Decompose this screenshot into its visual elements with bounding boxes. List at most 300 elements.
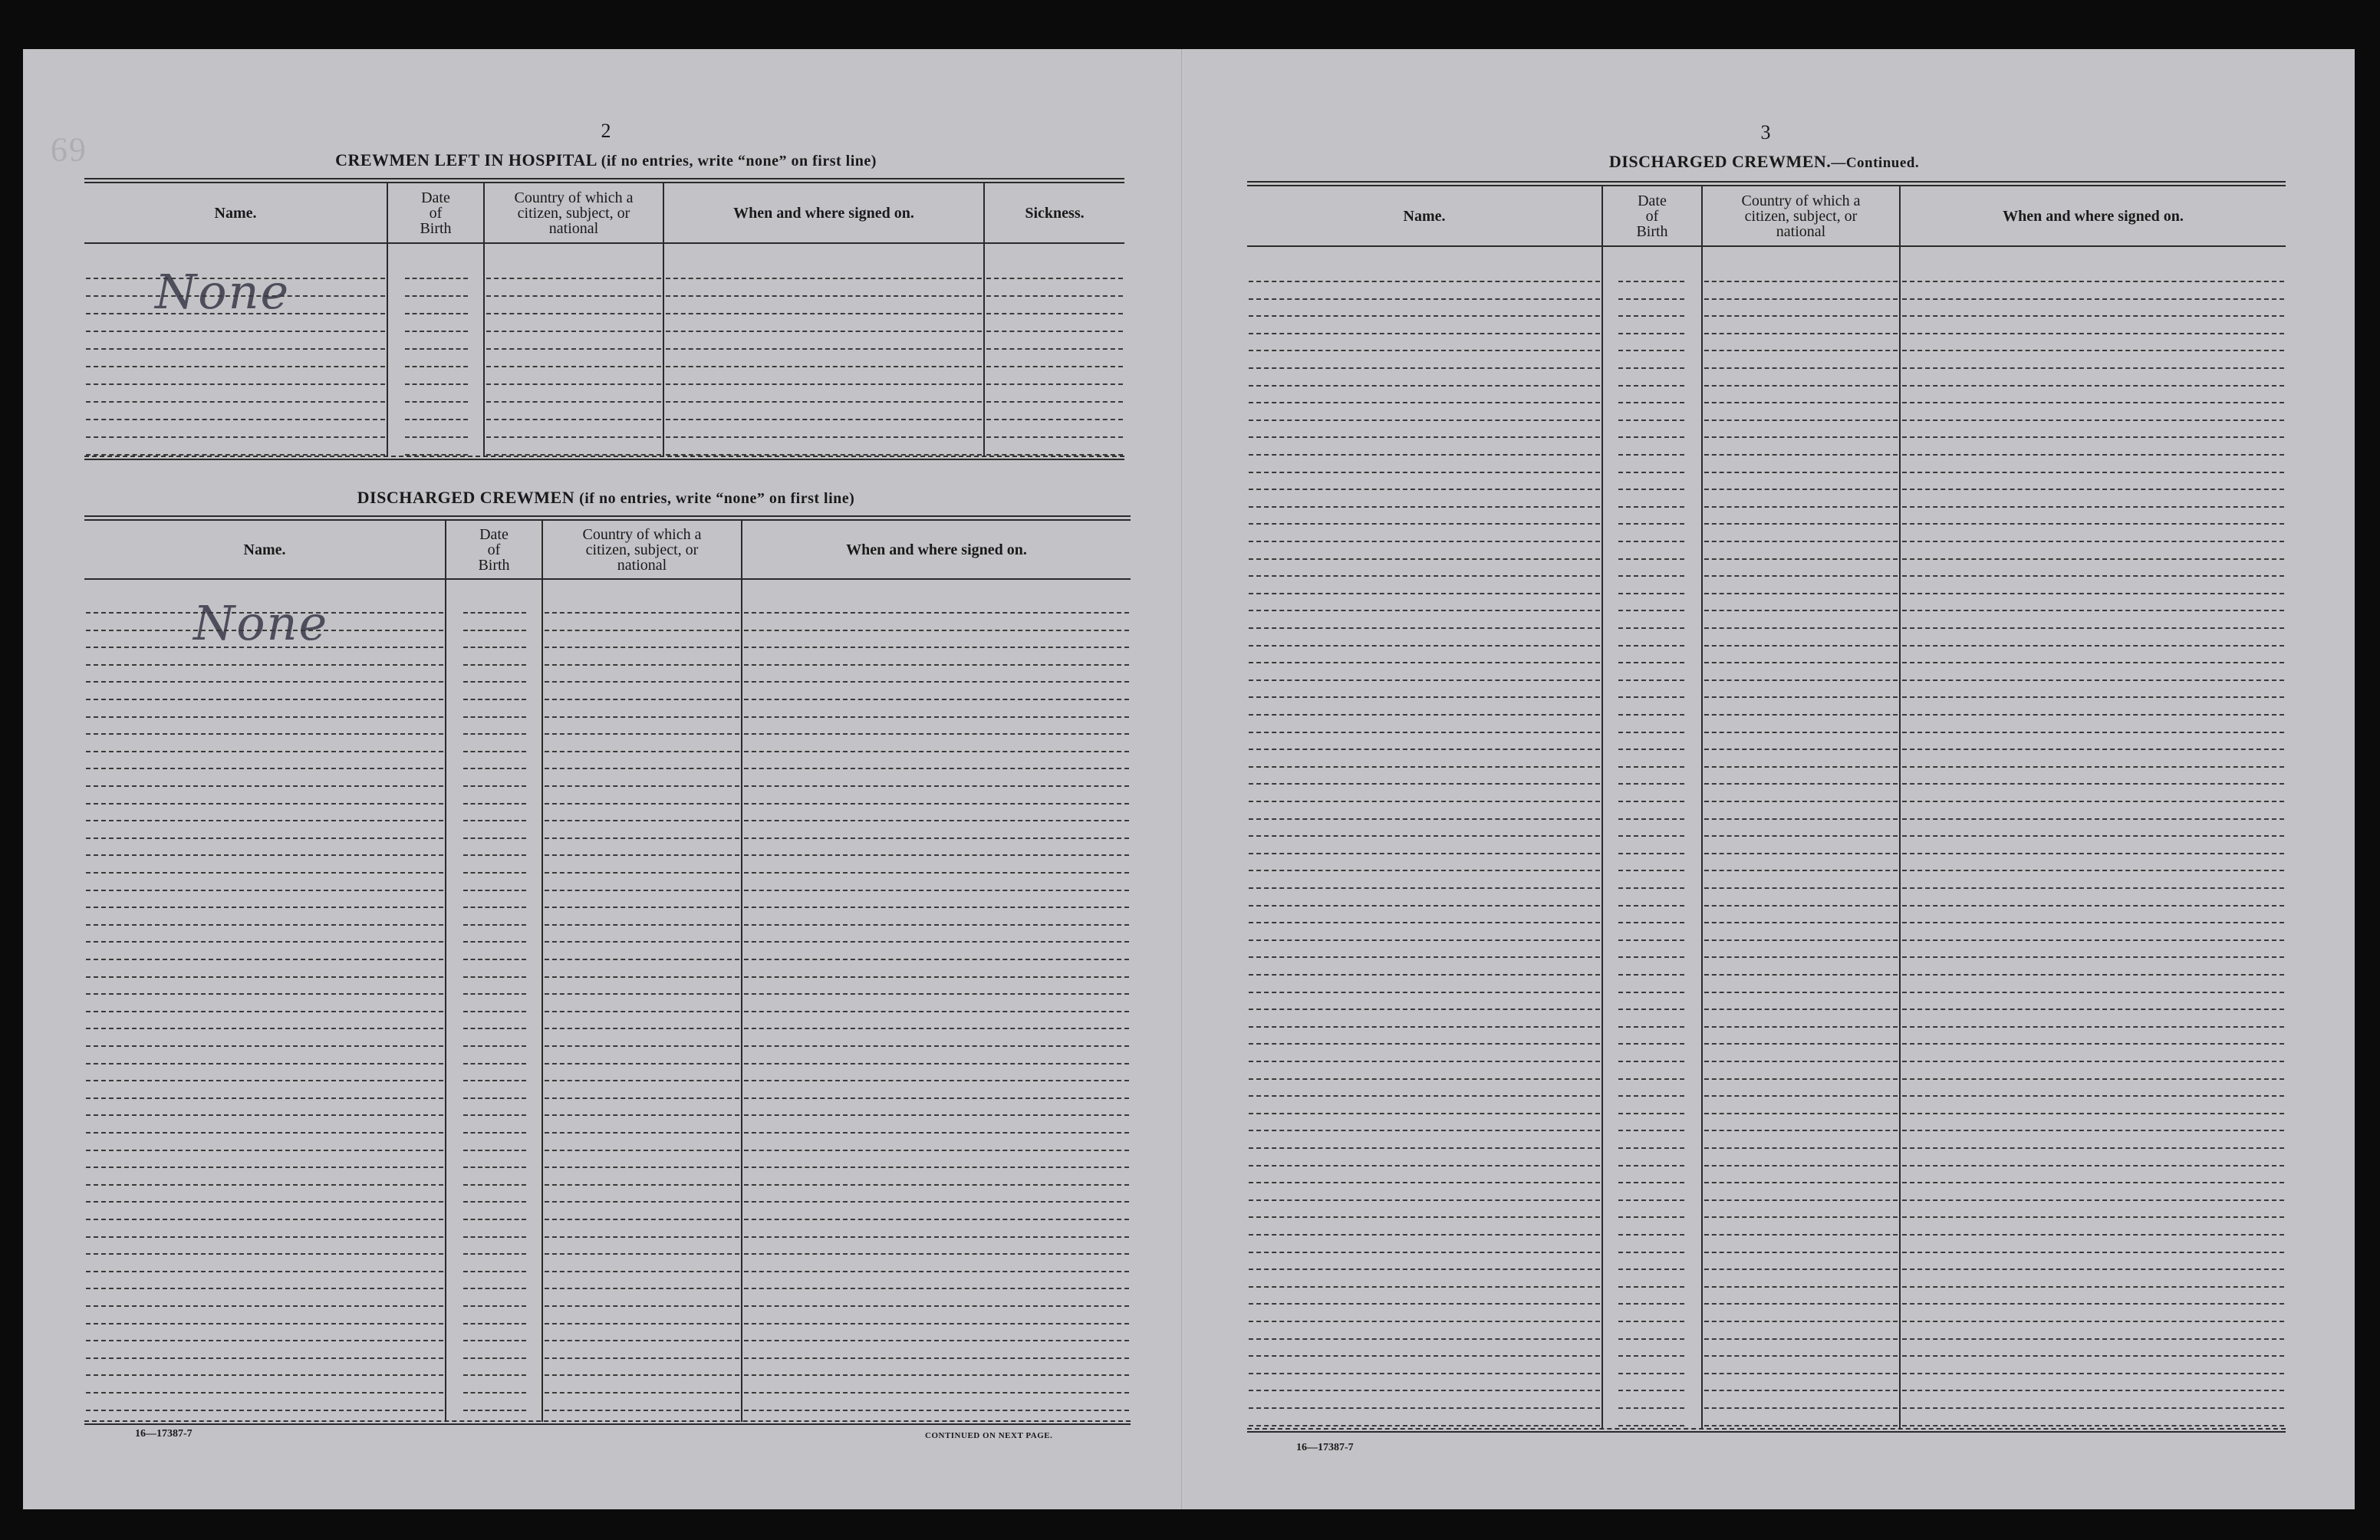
ruled-line <box>463 803 526 805</box>
ruled-line <box>86 1374 443 1376</box>
ruled-line <box>1249 1407 1600 1409</box>
ruled-line <box>1902 714 2284 716</box>
ruled-line <box>1704 1269 1898 1270</box>
ruled-line <box>744 1305 1129 1307</box>
ruled-line <box>545 941 739 943</box>
ruled-line <box>1618 956 1684 958</box>
ruled-line <box>1249 402 1600 403</box>
ruled-line <box>545 1011 739 1012</box>
ruled-line <box>405 436 468 438</box>
ruled-line <box>744 1374 1129 1376</box>
ruled-line <box>1902 350 2284 351</box>
ruled-line <box>86 1132 443 1134</box>
ruled-line <box>1618 714 1684 716</box>
ruled-line <box>545 1340 739 1341</box>
ruled-line <box>1249 749 1600 750</box>
ruled-line <box>1704 887 1898 889</box>
ruled-line <box>1249 420 1600 421</box>
ruled-line <box>545 664 739 666</box>
ruled-line <box>1618 1095 1684 1097</box>
ruled-line <box>1902 1321 2284 1322</box>
ruled-line <box>744 1410 1129 1411</box>
ruled-line <box>744 1184 1129 1186</box>
discharged-header-country: Country of which a citizen, subject, or national <box>582 526 702 574</box>
ruled-line <box>1249 575 1600 577</box>
ruled-line <box>86 383 385 385</box>
ruled-line <box>405 401 468 403</box>
ruled-line <box>1902 1061 2284 1062</box>
ruled-line <box>1704 1182 1898 1183</box>
ruled-line <box>545 1392 739 1394</box>
ruled-line <box>463 1357 526 1359</box>
ruled-line <box>1618 818 1684 820</box>
hospital-header-sickness: Sickness. <box>1025 205 1085 222</box>
ruled-line <box>545 1045 739 1047</box>
ruled-line <box>1704 749 1898 750</box>
ruled-line <box>463 681 526 683</box>
ruled-line <box>666 331 982 332</box>
ruled-line <box>86 1271 443 1272</box>
ruled-line <box>1902 593 2284 594</box>
ruled-line <box>1249 905 1600 907</box>
form-number-right: 16—17387-7 <box>1296 1442 1354 1453</box>
ruled-line <box>463 630 526 631</box>
ruled-line <box>1902 766 2284 768</box>
ruled-line <box>486 383 661 385</box>
ruled-line <box>486 295 661 297</box>
ruled-line <box>986 436 1123 438</box>
ruled-line <box>1902 1043 2284 1045</box>
ruled-line <box>744 716 1129 718</box>
ruled-line <box>1618 1113 1684 1114</box>
ruled-line <box>744 1097 1129 1099</box>
ruled-line <box>1704 385 1898 387</box>
ruled-line <box>1704 281 1898 282</box>
page-number-right: 3 <box>1760 121 1771 143</box>
ruled-line <box>1902 385 2284 387</box>
ruled-line <box>86 1114 443 1116</box>
ruled-line <box>1704 1234 1898 1236</box>
ruled-line <box>744 924 1129 926</box>
ruled-line <box>86 630 443 631</box>
ruled-line <box>1618 472 1684 473</box>
ruled-line <box>463 1114 526 1116</box>
ruled-line <box>545 1201 739 1203</box>
ruled-line <box>1249 1095 1600 1097</box>
ruled-line <box>545 733 739 735</box>
ruled-line <box>744 681 1129 683</box>
ruled-line <box>86 348 385 350</box>
ruled-line <box>1902 645 2284 647</box>
ruled-line <box>86 699 443 700</box>
ruled-line <box>86 278 385 279</box>
ruled-line <box>1618 541 1684 542</box>
ruled-line <box>86 837 443 839</box>
ruled-line <box>1902 281 2284 282</box>
ruled-line <box>1902 783 2284 785</box>
ruled-line <box>86 993 443 995</box>
ruled-line <box>86 1219 443 1220</box>
ruled-line <box>1249 1147 1600 1149</box>
ruled-line <box>1704 766 1898 768</box>
ruled-line <box>545 993 739 995</box>
ruled-line <box>1618 1390 1684 1391</box>
ruled-line <box>463 907 526 908</box>
ruled-line <box>744 854 1129 856</box>
ruled-line <box>1902 541 2284 542</box>
discharged-title-text: DISCHARGED CREWMEN <box>357 488 575 507</box>
ruled-line <box>1618 680 1684 681</box>
ruled-line <box>86 647 443 648</box>
ruled-line <box>1704 696 1898 698</box>
ruled-line <box>463 647 526 648</box>
ruled-line <box>744 820 1129 821</box>
ruled-line <box>744 907 1129 908</box>
ruled-line <box>545 1184 739 1186</box>
ruled-line <box>986 401 1123 403</box>
ruled-line <box>86 1167 443 1168</box>
ruled-line <box>545 630 739 631</box>
ruled-line <box>86 1323 443 1324</box>
ruled-line <box>463 716 526 718</box>
ruled-line <box>463 1184 526 1186</box>
ruled-line <box>1902 1425 2284 1426</box>
ruled-line <box>1618 385 1684 387</box>
ruled-line <box>86 419 385 420</box>
ruled-line <box>666 419 982 420</box>
ruled-line <box>1618 1407 1684 1409</box>
ruled-line <box>1249 801 1600 802</box>
ruled-line <box>1618 1009 1684 1010</box>
ruled-line <box>1704 558 1898 560</box>
ruled-line <box>1704 1165 1898 1167</box>
discharged-title-note: (if no entries, write “none” on first line) <box>579 490 855 507</box>
ruled-line <box>1249 1182 1600 1183</box>
ruled-line <box>463 1305 526 1307</box>
ruled-line <box>86 1236 443 1238</box>
ruled-line <box>463 1323 526 1324</box>
ruled-line <box>1618 905 1684 907</box>
ruled-line <box>1902 870 2284 871</box>
ruled-line <box>1704 1043 1898 1045</box>
ruled-line <box>1704 315 1898 317</box>
ruled-line <box>545 890 739 891</box>
page-fold <box>1181 49 1183 1509</box>
ruled-line <box>1704 783 1898 785</box>
ruled-line <box>1902 1234 2284 1236</box>
ruled-line <box>1618 523 1684 525</box>
ruled-line <box>1618 1321 1684 1322</box>
ruled-line <box>666 436 982 438</box>
ruled-line <box>1249 1043 1600 1045</box>
ruled-line <box>1618 1147 1684 1149</box>
ruled-line <box>1704 1199 1898 1201</box>
ruled-line <box>1704 1252 1898 1253</box>
ruled-line <box>1704 835 1898 837</box>
ruled-line <box>1704 1286 1898 1288</box>
continued-header-signed-on: When and where signed on. <box>2003 208 2184 225</box>
ruled-line <box>744 699 1129 700</box>
ruled-line <box>1902 1303 2284 1305</box>
ruled-line <box>1249 523 1600 525</box>
ruled-line <box>1902 1355 2284 1357</box>
ruled-line <box>744 664 1129 666</box>
ruled-line <box>1249 922 1600 923</box>
ruled-line <box>1902 402 2284 403</box>
ruled-line <box>1618 887 1684 889</box>
ruled-line <box>1249 1338 1600 1340</box>
ruled-line <box>744 1028 1129 1029</box>
ruled-line <box>86 733 443 735</box>
ruled-line <box>666 348 982 350</box>
ruled-line <box>545 1288 739 1289</box>
ruled-line <box>1704 732 1898 733</box>
ruled-line <box>1249 887 1600 889</box>
ruled-line <box>1618 645 1684 647</box>
ruled-line <box>1249 956 1600 958</box>
ruled-line <box>986 366 1123 367</box>
ruled-line <box>86 803 443 805</box>
ruled-line <box>545 1080 739 1081</box>
ruled-line <box>744 1201 1129 1203</box>
ruled-line <box>986 348 1123 350</box>
ruled-line <box>405 278 468 279</box>
ruled-line <box>463 959 526 960</box>
continued-header-country: Country of which a citizen, subject, or national <box>1741 192 1861 240</box>
ruled-line <box>1704 974 1898 976</box>
ruled-line <box>1902 1373 2284 1374</box>
ruled-line <box>1249 1113 1600 1114</box>
ruled-line <box>1902 1252 2284 1253</box>
ruled-line <box>463 612 526 614</box>
ruled-line <box>463 768 526 769</box>
ruled-line <box>1902 420 2284 421</box>
ruled-line <box>1902 315 2284 317</box>
ruled-line <box>1902 992 2284 993</box>
ruled-line <box>1249 281 1600 282</box>
ruled-line <box>1618 1373 1684 1374</box>
ruled-line <box>1618 558 1684 560</box>
ruled-line <box>86 716 443 718</box>
ruled-line <box>1704 680 1898 681</box>
ruled-line <box>1249 1390 1600 1391</box>
ruled-line <box>545 1236 739 1238</box>
ruled-line <box>744 1063 1129 1065</box>
ruled-line <box>1249 1234 1600 1236</box>
ruled-line <box>744 1271 1129 1272</box>
discharged-entry-handwritten-name: None <box>193 595 329 651</box>
ruled-line <box>463 924 526 926</box>
ruled-line <box>545 1271 739 1272</box>
ruled-line <box>1704 853 1898 854</box>
ruled-line <box>1618 749 1684 750</box>
ruled-line <box>463 785 526 787</box>
ruled-line <box>666 383 982 385</box>
ruled-line <box>86 1045 443 1047</box>
ruled-line <box>545 1410 739 1411</box>
discharged-continued-title <box>1457 152 2071 172</box>
ruled-line <box>545 1028 739 1029</box>
ruled-line <box>405 313 468 314</box>
ruled-line <box>744 1045 1129 1047</box>
ruled-line <box>744 1236 1129 1238</box>
ruled-line <box>1902 1182 2284 1183</box>
ruled-line <box>1249 853 1600 854</box>
ruled-line <box>463 1132 526 1134</box>
ruled-line <box>405 331 468 332</box>
ruled-line <box>1249 1165 1600 1167</box>
ruled-line <box>1902 558 2284 560</box>
ruled-line <box>1704 992 1898 993</box>
ruled-line <box>1902 835 2284 837</box>
ruled-line <box>463 976 526 978</box>
ruled-line <box>1902 853 2284 854</box>
ruled-line <box>1618 402 1684 403</box>
ruled-line <box>1902 367 2284 369</box>
ruled-line <box>463 872 526 874</box>
ruled-line <box>486 436 661 438</box>
ruled-line <box>1902 801 2284 802</box>
ruled-line <box>86 436 385 438</box>
ruled-line <box>1902 696 2284 698</box>
ruled-line <box>463 993 526 995</box>
ruled-line <box>986 331 1123 332</box>
ruled-line <box>1902 974 2284 976</box>
ruled-line <box>1618 315 1684 317</box>
ruled-line <box>1249 541 1600 542</box>
ruled-line <box>86 1253 443 1255</box>
ruled-line <box>1618 974 1684 976</box>
ruled-line <box>1249 835 1600 837</box>
ruled-line <box>86 295 385 297</box>
ruled-line <box>1249 1078 1600 1080</box>
ruled-line <box>1618 801 1684 802</box>
ruled-line <box>545 820 739 821</box>
ruled-line <box>986 313 1123 314</box>
ruled-line <box>1704 523 1898 525</box>
ruled-line <box>545 1150 739 1151</box>
ruled-line <box>86 785 443 787</box>
ruled-line <box>1704 1407 1898 1409</box>
ruled-line <box>744 890 1129 891</box>
ruled-line <box>1902 454 2284 456</box>
ruled-line <box>545 1374 739 1376</box>
ruled-line <box>1704 506 1898 508</box>
ruled-line <box>666 278 982 279</box>
ruled-line <box>486 401 661 403</box>
discharged-header-signed-on: When and where signed on. <box>846 541 1027 558</box>
ruled-line <box>1249 506 1600 508</box>
ruled-line <box>1249 818 1600 820</box>
ruled-line <box>1902 1407 2284 1409</box>
ruled-line <box>86 820 443 821</box>
ruled-line <box>1704 541 1898 542</box>
ruled-line <box>1902 333 2284 334</box>
ruled-line <box>1704 350 1898 351</box>
ruled-line <box>744 959 1129 960</box>
ruled-line <box>86 854 443 856</box>
ruled-line <box>545 1219 739 1220</box>
bleed-through-mark: 69 <box>49 131 86 169</box>
ruled-line <box>1249 645 1600 647</box>
discharged-header-name: Name. <box>243 541 286 558</box>
ruled-line <box>86 768 443 769</box>
ruled-line <box>86 664 443 666</box>
ruled-line <box>744 1340 1129 1341</box>
ruled-line <box>744 1132 1129 1134</box>
ruled-line <box>1618 1026 1684 1028</box>
ruled-line <box>986 419 1123 420</box>
ruled-line <box>463 1063 526 1065</box>
ruled-line <box>1704 1373 1898 1374</box>
ruled-line <box>1618 696 1684 698</box>
ruled-line <box>463 1167 526 1168</box>
ruled-line <box>545 907 739 908</box>
ruled-line <box>463 1288 526 1289</box>
ruled-line <box>1618 1182 1684 1183</box>
ruled-line <box>1704 627 1898 629</box>
ruled-line <box>1618 367 1684 369</box>
ruled-line <box>1704 1147 1898 1149</box>
ruled-line <box>1618 835 1684 837</box>
ruled-line <box>86 959 443 960</box>
ruled-line <box>86 1063 443 1065</box>
ruled-line <box>405 366 468 367</box>
discharged-table-left <box>84 515 1131 1426</box>
ruled-line <box>463 699 526 700</box>
ruled-line <box>1249 1026 1600 1028</box>
ruled-line <box>1249 1303 1600 1305</box>
ruled-line <box>744 1011 1129 1012</box>
ruled-line <box>86 1184 443 1186</box>
ruled-line <box>1902 575 2284 577</box>
ruled-line <box>1704 593 1898 594</box>
ruled-line <box>463 941 526 943</box>
ruled-line <box>1704 1338 1898 1340</box>
ruled-line <box>545 699 739 700</box>
ruled-line <box>1704 714 1898 716</box>
ruled-line <box>545 751 739 752</box>
ruled-line <box>1704 420 1898 421</box>
ruled-line <box>1618 627 1684 629</box>
form-number-left: 16—17387-7 <box>135 1428 193 1440</box>
ruled-line <box>1704 1321 1898 1322</box>
ruled-line <box>86 1340 443 1341</box>
ruled-line <box>666 295 982 297</box>
ruled-line <box>86 612 443 614</box>
ruled-line <box>1618 732 1684 733</box>
ruled-line <box>1249 558 1600 560</box>
ruled-line <box>744 941 1129 943</box>
ruled-line <box>545 1357 739 1359</box>
ruled-line <box>463 1097 526 1099</box>
ruled-line <box>1704 1078 1898 1080</box>
ruled-line <box>744 785 1129 787</box>
ruled-line <box>1249 1009 1600 1010</box>
ruled-line <box>1902 1009 2284 1010</box>
ruled-line <box>1902 436 2284 438</box>
ruled-line <box>1249 783 1600 785</box>
ruled-line <box>1902 610 2284 611</box>
ruled-line <box>86 872 443 874</box>
ruled-line <box>1704 333 1898 334</box>
ruled-line <box>744 612 1129 614</box>
hospital-entry-handwritten-name: None <box>155 264 291 320</box>
ruled-line <box>1618 436 1684 438</box>
discharged-continued-title-text: DISCHARGED CREWMEN. <box>1608 152 1832 171</box>
ruled-line <box>486 313 661 314</box>
ruled-line <box>1249 610 1600 611</box>
